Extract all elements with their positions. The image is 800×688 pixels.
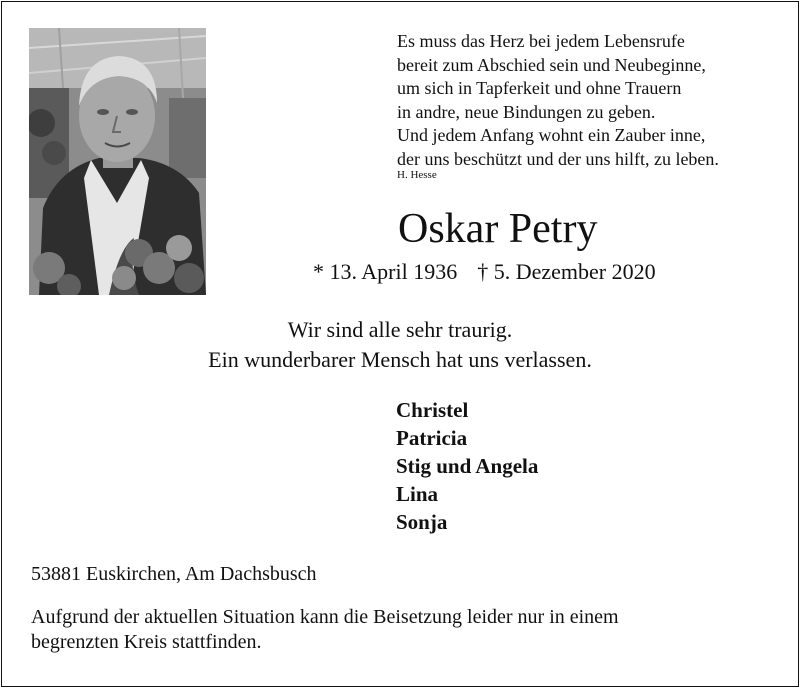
deceased-name: Oskar Petry: [398, 206, 598, 252]
poem-line: in andre, neue Bindungen zu geben.: [397, 101, 656, 122]
portrait-photo: [29, 28, 206, 295]
mourning-message: [150, 315, 650, 375]
mourner-name: Lina: [396, 482, 439, 506]
poem-line: um sich in Tapferkeit und ohne Trauern: [397, 78, 682, 98]
life-dates: [313, 257, 656, 287]
birth-date: * 13. April 1936: [313, 259, 458, 284]
notice-line: begrenzten Kreis stattfinden.: [31, 631, 262, 653]
address: 53881 Euskirchen, Am Dachsbusch: [31, 563, 317, 585]
death-date: † 5. Dezember 2020: [477, 259, 656, 284]
mourner-name: Stig und Angela: [396, 454, 539, 478]
message-line: Wir sind alle sehr traurig.: [287, 317, 513, 342]
poem-line: der uns beschützt und der uns hilft, zu leben.: [397, 148, 719, 169]
poem-line: Und jedem Anfang wohnt ein Zauber inne,: [397, 125, 706, 145]
poem-line: bereit zum Abschied sein und Neubeginne,: [397, 54, 706, 75]
funeral-notice: [31, 605, 731, 655]
mourner-name: Sonja: [396, 510, 448, 534]
mourner-name: Patricia: [396, 426, 468, 450]
poem: [397, 30, 787, 182]
poem-line: Es muss das Herz bei jedem Lebensrufe: [397, 31, 685, 51]
mourner-name: Christel: [396, 398, 469, 422]
notice-line: Aufgrund der aktuellen Situation kann die Beisetzung leider nur in einem: [31, 606, 619, 628]
message-line: Ein wunderbarer Mensch hat uns verlassen.: [208, 347, 592, 372]
poem-author: H. Hesse: [397, 169, 437, 181]
mourners-list: [396, 396, 538, 536]
